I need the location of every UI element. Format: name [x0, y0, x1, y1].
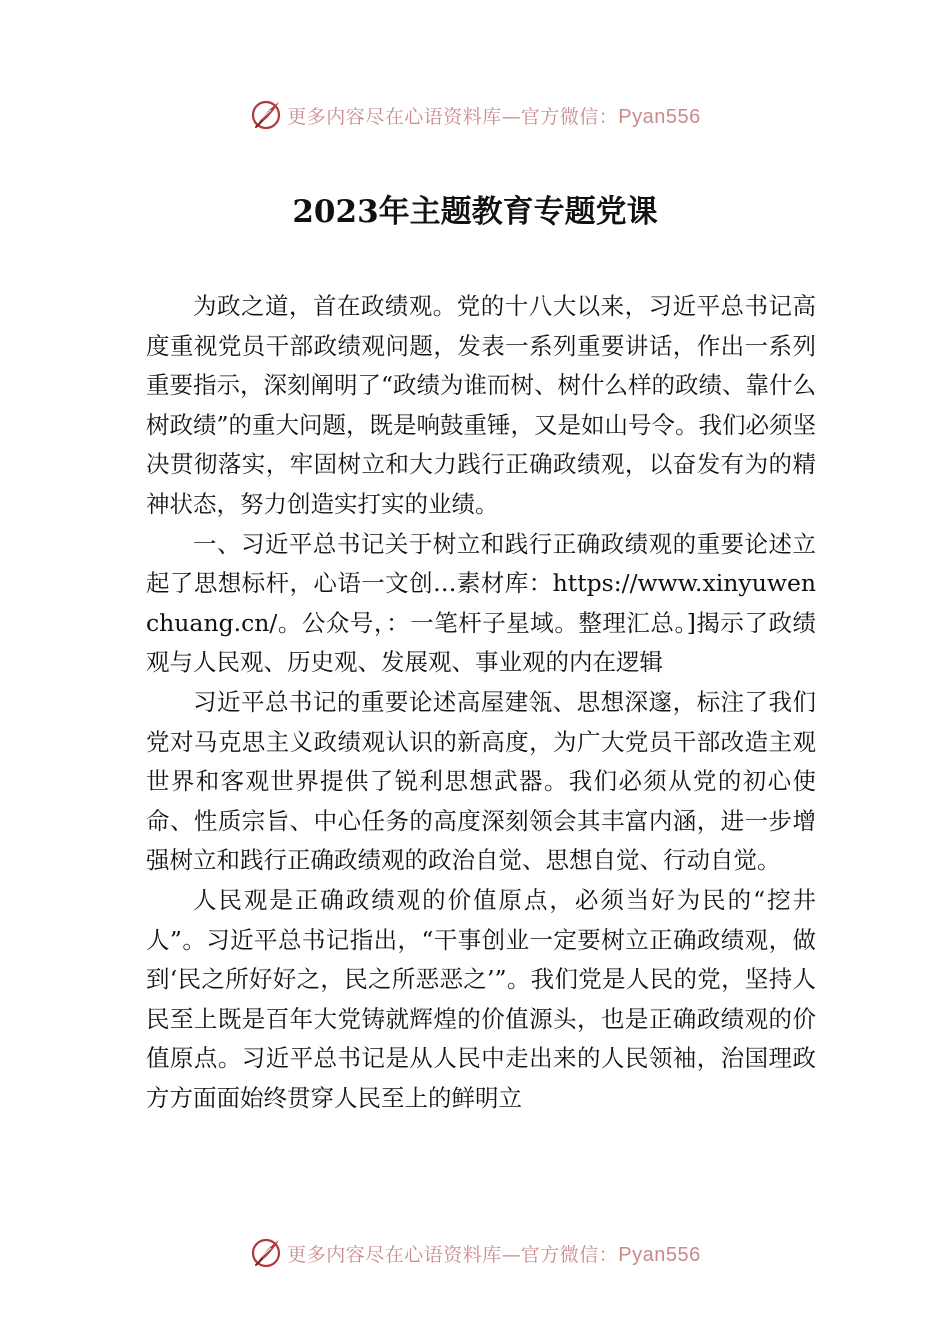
- header-banner: [0, 95, 950, 135]
- footer-banner-slogan: 更多内容尽在心语资料库: [287, 1243, 502, 1266]
- document-title: 2023年主题教育专题党课: [292, 194, 658, 230]
- document-body: [146, 287, 816, 1118]
- feather-pen-logo-icon: [249, 1236, 283, 1270]
- footer-banner-contact-id: Pyan556: [618, 1243, 701, 1266]
- paragraph-section-heading: 一、习近平总书记关于树立和践行正确政绩观的重要论述立起了思想标杆，心语一文创…素材库：https://www.xinyuwenchuang.cn/。公众号，：一笔杆子星域。整理汇总。]揭示了政绩观与人民观、历史观、发展观、事业观的内在逻辑: [146, 529, 816, 677]
- header-banner-contact-label: 官方微信：: [520, 105, 619, 128]
- paragraph-intro: 为政之道，首在政绩观。党的十八大以来，习近平总书记高度重视党员干部政绩观问题，发表一系列重要讲话，作出一系列重要指示，深刻阐明了“政绩为谁而树、树什么样的政绩、靠什么树政绩”的重大问题，既是响鼓重锤，又是如山号令。我们必须坚决贯彻落实，牢固树立和大力践行正确政绩观，以奋发有为的精神状态，努力创造实打实的业绩。: [146, 292, 817, 518]
- feather-pen-logo-icon: [249, 98, 283, 132]
- header-banner-separator: —: [501, 105, 521, 128]
- header-banner-slogan: 更多内容尽在心语资料库: [287, 105, 502, 128]
- header-banner-contact-id: Pyan556: [618, 105, 701, 128]
- footer-banner: [0, 1233, 950, 1273]
- paragraph-body-1: 习近平总书记的重要论述高屋建瓴、思想深邃，标注了我们党对马克思主义政绩观认识的新高度，为广大党员干部改造主观世界和客观世界提供了锐利思想武器。我们必须从党的初心使命、性质宗旨、中心任务的高度深刻领会其丰富内涵，进一步增强树立和践行正确政绩观的政治自觉、思想自觉、行动自觉。: [146, 687, 816, 875]
- footer-banner-contact-label: 官方微信：: [520, 1243, 619, 1266]
- header-banner-text: [287, 102, 701, 129]
- footer-banner-separator: —: [501, 1243, 521, 1266]
- paragraph-body-2: 人民观是正确政绩观的价值原点，必须当好为民的“挖井人”。习近平总书记指出，“干事创业一定要树立正确政绩观，做到‘民之所好好之，民之所恶恶之’”。我们党是人民的党，坚持人民至上既是百年大党铸就辉煌的价值源头，也是正确政绩观的价值原点。习近平总书记是从人民中走出来的人民领袖，治国理政方方面面始终贯穿人民至上的鲜明立: [146, 885, 816, 1112]
- footer-banner-text: [287, 1240, 701, 1267]
